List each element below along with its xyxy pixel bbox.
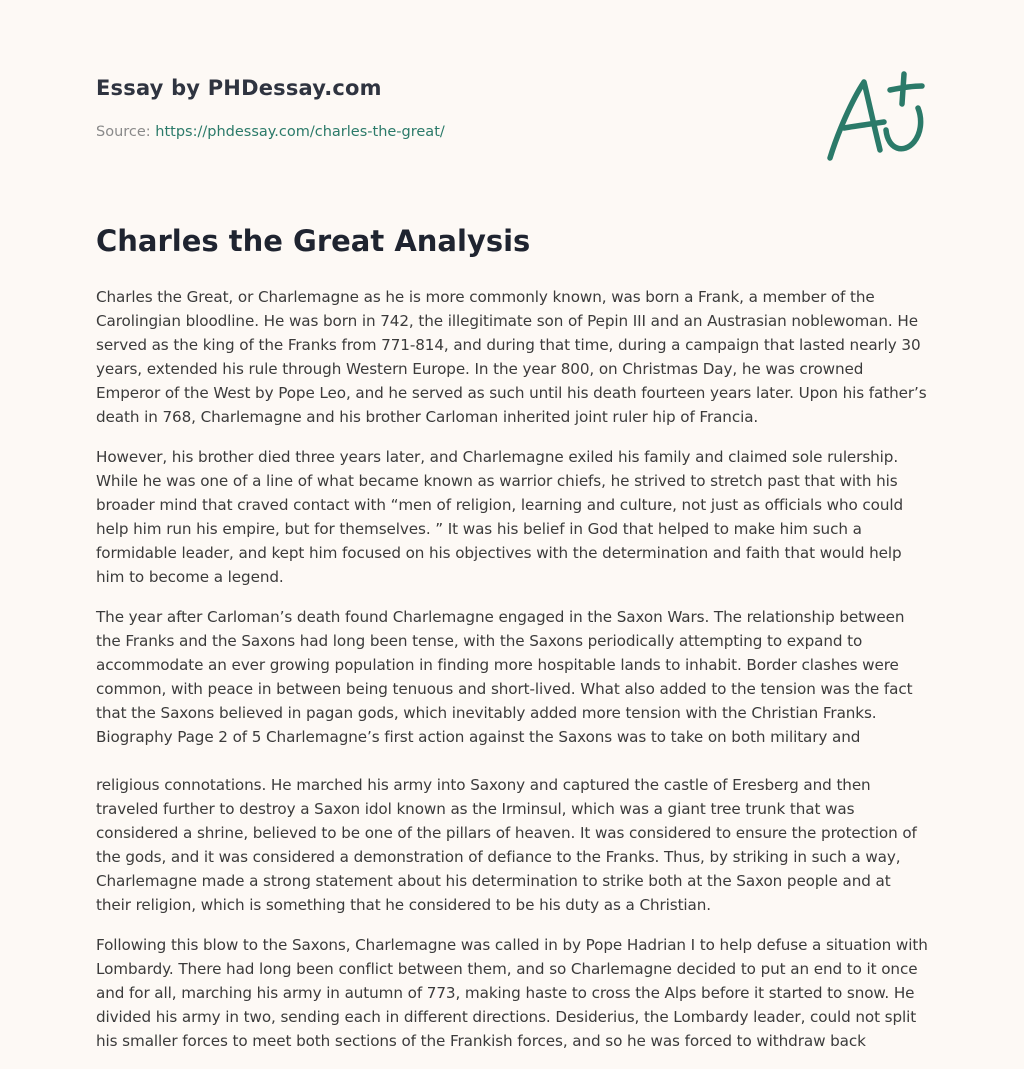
- source-label: Source:: [96, 124, 156, 140]
- essay-paragraph-3: The year after Carloman’s death found Charlemagne engaged in the Saxon Wars. The relationship between the Franks and the Saxons had long been tense, with the Saxons periodically attempting to expand to accommodate an ever growing population in finding more hospitable lands to inhabit. Border clashes were common, with peace in between being tenuous and short-lived. What also added to the tension was the fact that the Saxons believed in pagan gods, which inevitably added more tension with the Christian Franks. Biography Page 2 of 5 Charlemagne’s first action against the Saxons was to take on both military and: [96, 608, 913, 746]
- essay-body: [96, 285, 930, 1069]
- site-brand: Essay by PHDessay.com: [96, 76, 382, 100]
- source-line: [96, 124, 445, 140]
- essay-paragraph-1: Charles the Great, or Charlemagne as he is more commonly known, was born a Frank, a member of the Carolingian bloodline. He was born in 742, the illegitimate son of Pepin III and an Austrasian noblewoman. He served as the king of the Franks from 771-814, and during that time, during a campaign that lasted nearly 30 years, extended his rule through Western Europe. In the year 800, on Christmas Day, he was crowned Emperor of the West by Pope Leo, and he served as such until his death fourteen years later. Upon his father’s death in 768, Charlemagne and his brother Carloman inherited joint ruler hip of Francia.: [96, 288, 927, 426]
- essay-paragraph-5: Following this blow to the Saxons, Charlemagne was called in by Pope Hadrian I to help defuse a situation with Lombardy. There had long been conflict between them, and so Charlemagne decided to put an end to it once and for all, marching his army in autumn of 773, making haste to cross the Alps before it started to snow. He divided his army in two, sending each in different directions. Desiderius, the Lombardy leader, could not split his smaller forces to meet both sections of the Frankish forces, and so he was forced to withdraw back: [96, 936, 928, 1050]
- essay-paragraph-2: However, his brother died three years later, and Charlemagne exiled his family and claimed sole rulership. While he was one of a line of what became known as warrior chiefs, he strived to stretch past that with his broader mind that craved contact with “men of religion, learning and culture, not just as officials who could help him run his empire, but for themselves. ” It was his belief in God that helped to make him such a formidable leader, and kept him focused on his objectives with the determination and faith that would help him to become a legend.: [96, 448, 904, 586]
- essay-title: Charles the Great Analysis: [96, 224, 531, 258]
- source-link[interactable]: https://phdessay.com/charles-the-great/: [155, 124, 445, 140]
- a-plus-grade-logo-icon: [822, 66, 928, 166]
- essay-paragraph-4: religious connotations. He marched his army into Saxony and captured the castle of Eresberg and then traveled further to destroy a Saxon idol known as the Irminsul, which was a giant tree trunk that was considered a shrine, believed to be one of the pillars of heaven. It was considered to ensure the protection of the gods, and it was considered a demonstration of defiance to the Franks. Thus, by striking in such a way, Charlemagne made a strong statement about his determination to strike both at the Saxon people and at their religion, which is something that he considered to be his duty as a Christian.: [96, 776, 917, 914]
